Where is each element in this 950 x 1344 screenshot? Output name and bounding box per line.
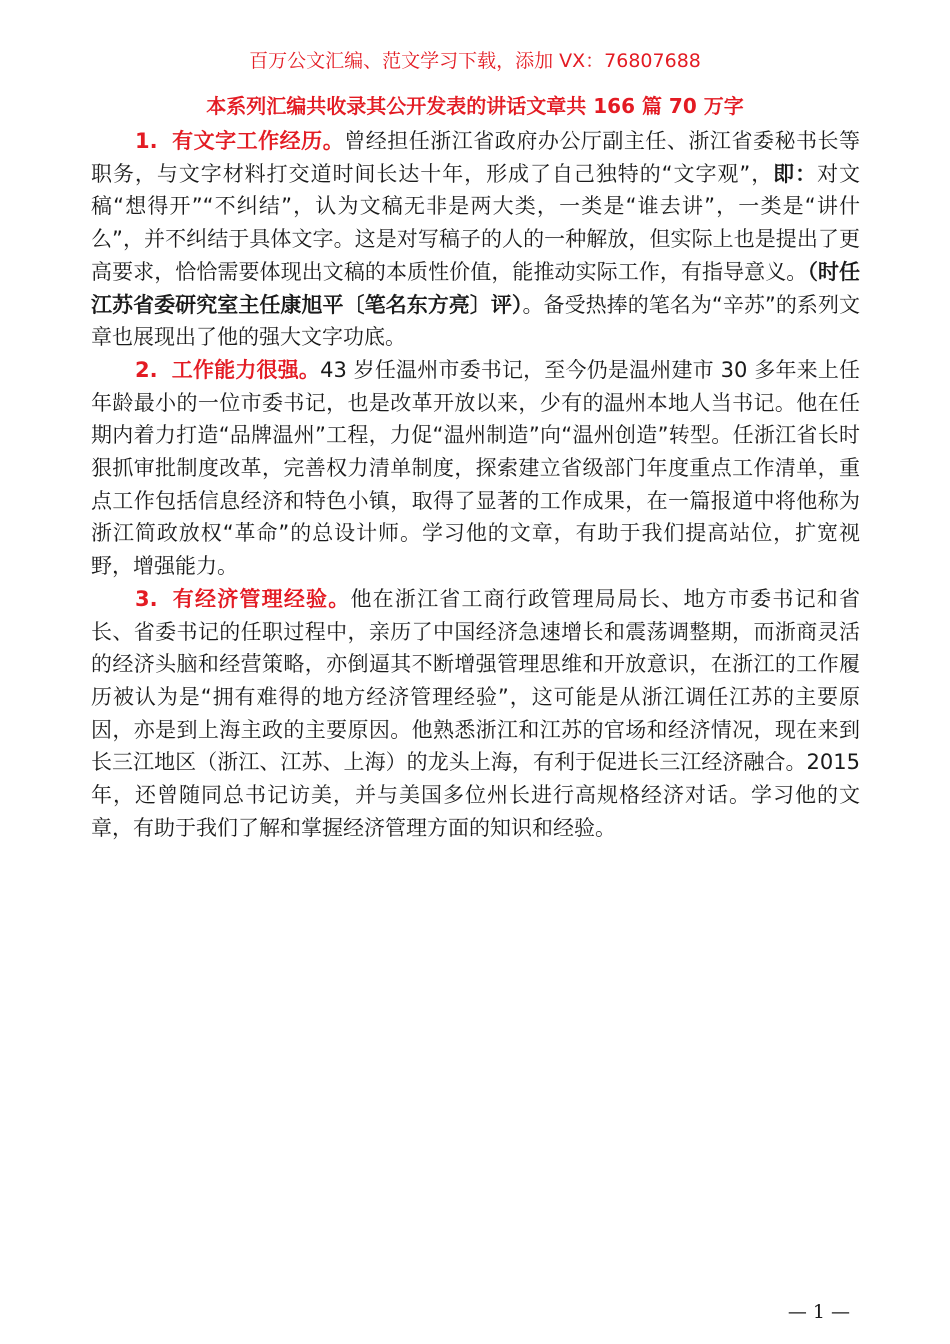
page-number-label: — 1 — (787, 1301, 850, 1323)
section-1-bold-b: （时任江苏省委研究室主任康旭平〔笔名东方亮〕评） (91, 259, 860, 317)
document-body (91, 125, 860, 844)
section-2-paragraph (91, 354, 860, 583)
section-1-paragraph (91, 125, 860, 354)
section-2-number: 2. (135, 357, 158, 382)
download-notice: 百万公文汇编、范文学习下载，添加 VX：76807688 (249, 50, 701, 72)
section-3-heading: 有经济管理经验。 (171, 586, 351, 611)
section-3-paragraph (91, 583, 860, 845)
collection-subtitle: 本系列汇编共收录其公开发表的讲话文章共 166 篇 70 万字 (206, 94, 744, 118)
page-number (0, 1300, 950, 1324)
section-1-number: 1. (135, 129, 158, 153)
section-2-heading: 工作能力很强。 (171, 357, 321, 382)
section-3-number: 3. (135, 586, 158, 611)
section-1-text-c: 。备受热捧的笔名为“辛苏”的系列文章也展现出了他的强大文字功底。 (91, 292, 860, 350)
section-1-bold-a: 即： (773, 161, 818, 186)
section-2-text: 43 岁任温州市委书记，至今仍是温州建市 30 多年来上任年龄最小的一位市委书记，也是改革开放以来，少有的温州本地人当书记。他在任期内着力打造“品牌温州”工程，力促“温州制造”向“温州创造”转型。任浙江省长时狠抓审批制度改革，完善权力清单制度，探索建立省级部门年度重点工作清单，重点工作包括信息经济和特色小镇，取得了显著的工作成果，在一篇报道中将他称为浙江简政放权“革命”的总设计师。学习他的文章，有助于我们提高站位，扩宽视野，增强能力。 (91, 357, 860, 579)
section-3-text: 他在浙江省工商行政管理局局长、地方市委书记和省长、省委书记的任职过程中，亲历了中国经济急速增长和震荡调整期，而浙商灵活的经济头脑和经营策略，亦倒逼其不断增强管理思维和开放意识，在浙江的工作履历被认为是“拥有难得的地方经济管理经验”，这可能是从浙江调任江苏的主要原因，亦是到上海主政的主要原因。他熟悉浙江和江苏的官场和经济情况，现在来到长三江地区（浙江、江苏、上海）的龙头上海，有利于促进长三江经济融合。2015 年，还曾随同总书记访美，并与美国多位州长进行高规格经济对话。学习他的文章，有助于我们了解和掌握经济管理方面的知识和经验。 (91, 586, 860, 840)
section-1-heading: 有文字工作经历。 (171, 129, 345, 153)
section-1-text-b: 对文稿“想得开”“不纠结”，认为文稿无非是两大类，一类是“谁去讲”，一类是“讲什么”，并不纠结于具体文字。这是对写稿子的人的一种解放，但实际上也是提出了更高要求，恰恰需要体现出文稿的本质性价值，能推动实际工作，有指导意义。 (91, 161, 861, 284)
section-1-text-a: 曾经担任浙江省政府办公厅副主任、浙江省委秘书长等职务，与文字材料打交道时间长达十年，形成了自己独特的“文字观”， (91, 129, 861, 186)
